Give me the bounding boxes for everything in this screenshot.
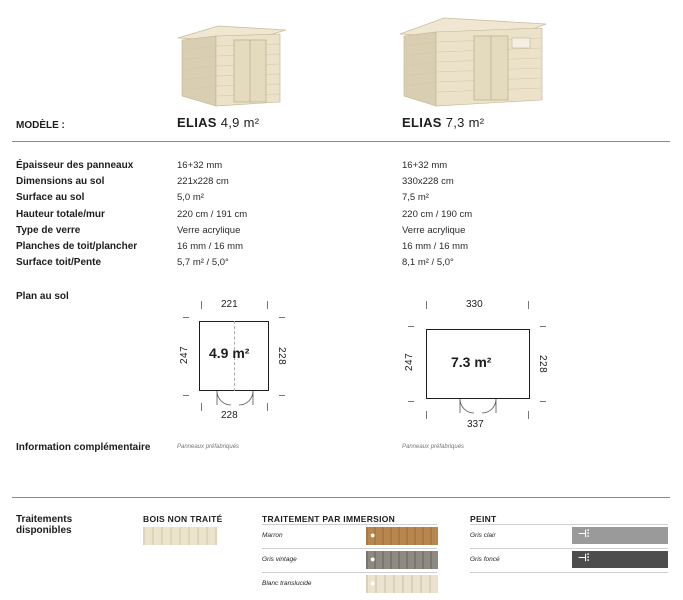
spec-label-roof: Surface toit/Pente (16, 257, 102, 269)
header-divider (12, 141, 670, 142)
plan-1-top-dim: 221 (221, 299, 238, 310)
spec-value: Verre acrylique (402, 224, 466, 236)
model-2-size: 7,3 m² (445, 115, 485, 130)
info-note-model-2: Panneaux préfabriqués (402, 444, 465, 450)
treatments-label-line-1: Traitements (16, 514, 73, 525)
treatments-label (16, 514, 72, 536)
paint-title: PEINT (470, 514, 497, 524)
plan-2-area: 7.3 m² (451, 354, 492, 370)
spec-value: 5,7 m² / 5,0° (177, 257, 229, 269)
spec-value: 220 cm / 190 cm (402, 208, 473, 220)
spec-label-dimensions: Dimensions au sol (16, 176, 105, 188)
plan-2-bottom-dim: 337 (467, 419, 484, 430)
shed-large-image (396, 8, 552, 110)
spec-values-model-2 (402, 158, 472, 271)
model-2-title (402, 115, 484, 130)
paint-item-gris-clair: Gris clair (470, 532, 496, 539)
immersion-item-marron: Marron (262, 532, 283, 539)
swatch-gris-fonce (572, 551, 668, 568)
spec-value: 16+32 mm (177, 160, 223, 171)
spec-label-height: Hauteur totale/mur (16, 208, 105, 220)
swatch-blanc-translucide (366, 575, 438, 593)
floor-plan-2 (400, 295, 560, 435)
plan-1-bottom-dim: 228 (221, 410, 238, 421)
immersion-item-blanc-translucide: Blanc translucide (262, 580, 312, 587)
floor-plan-label: Plan au sol (16, 291, 69, 302)
spec-label-floor-area: Surface au sol (16, 192, 85, 204)
treatments-label-line-2: disponibles (16, 525, 72, 536)
treatments-divider (12, 497, 670, 498)
swatch-marron (366, 527, 438, 545)
spec-value: 330x228 cm (402, 176, 454, 188)
spec-value: 16+32 mm (402, 160, 448, 171)
plan-2-left-dim: 247 (404, 352, 415, 371)
spec-label-thickness: Épaisseur des panneaux (16, 160, 134, 171)
model-label: MODÈLE : (16, 120, 65, 131)
immersion-title: TRAITEMENT PAR IMMERSION (262, 514, 396, 524)
spec-value: 8,1 m² / 5,0° (402, 257, 454, 269)
model-2-name: ELIAS (402, 115, 442, 130)
untreated-swatch (143, 527, 217, 545)
spec-value: 220 cm / 191 cm (177, 208, 248, 220)
spec-label-boards: Planches de toit/plancher (16, 240, 138, 252)
spec-value: 16 mm / 16 mm (402, 240, 468, 252)
model-1-name: ELIAS (177, 115, 217, 130)
paint-roller-icon: ⊣⫶ (578, 529, 590, 540)
swatch-gris-vintage (366, 551, 438, 569)
drop-icon: ● (370, 530, 376, 540)
plan-1-left-dim: 247 (179, 345, 190, 364)
info-note-model-1: Panneaux préfabriqués (177, 444, 240, 450)
plan-1-area: 4.9 m² (209, 345, 250, 361)
paint-item-gris-fonce: Gris foncé (470, 556, 500, 563)
swatch-gris-clair (572, 527, 668, 544)
spec-labels (16, 158, 137, 271)
plan-2-right-dim: 228 (537, 355, 548, 374)
untreated-title: BOIS NON TRAITÉ (143, 514, 223, 524)
floor-plan-1 (175, 295, 295, 425)
spec-value: 7,5 m² (402, 192, 429, 204)
plan-2-top-dim: 330 (466, 299, 483, 310)
model-1-title (177, 115, 259, 130)
plan-1-right-dim: 228 (276, 347, 287, 366)
spec-value: Verre acrylique (177, 224, 241, 236)
spec-values-model-1 (177, 158, 247, 271)
spec-value: 16 mm / 16 mm (177, 240, 243, 252)
spec-value: 221x228 cm (177, 176, 229, 188)
paint-roller-icon: ⊣⫶ (578, 553, 590, 564)
immersion-item-gris-vintage: Gris vintage (262, 556, 297, 563)
info-label: Information complémentaire (16, 442, 151, 453)
model-1-size: 4,9 m² (220, 115, 260, 130)
spec-label-glass: Type de verre (16, 224, 81, 236)
drop-icon: ● (370, 554, 376, 564)
drop-icon: ● (370, 578, 376, 588)
spec-value: 5,0 m² (177, 192, 204, 204)
shed-small-image (172, 10, 292, 110)
